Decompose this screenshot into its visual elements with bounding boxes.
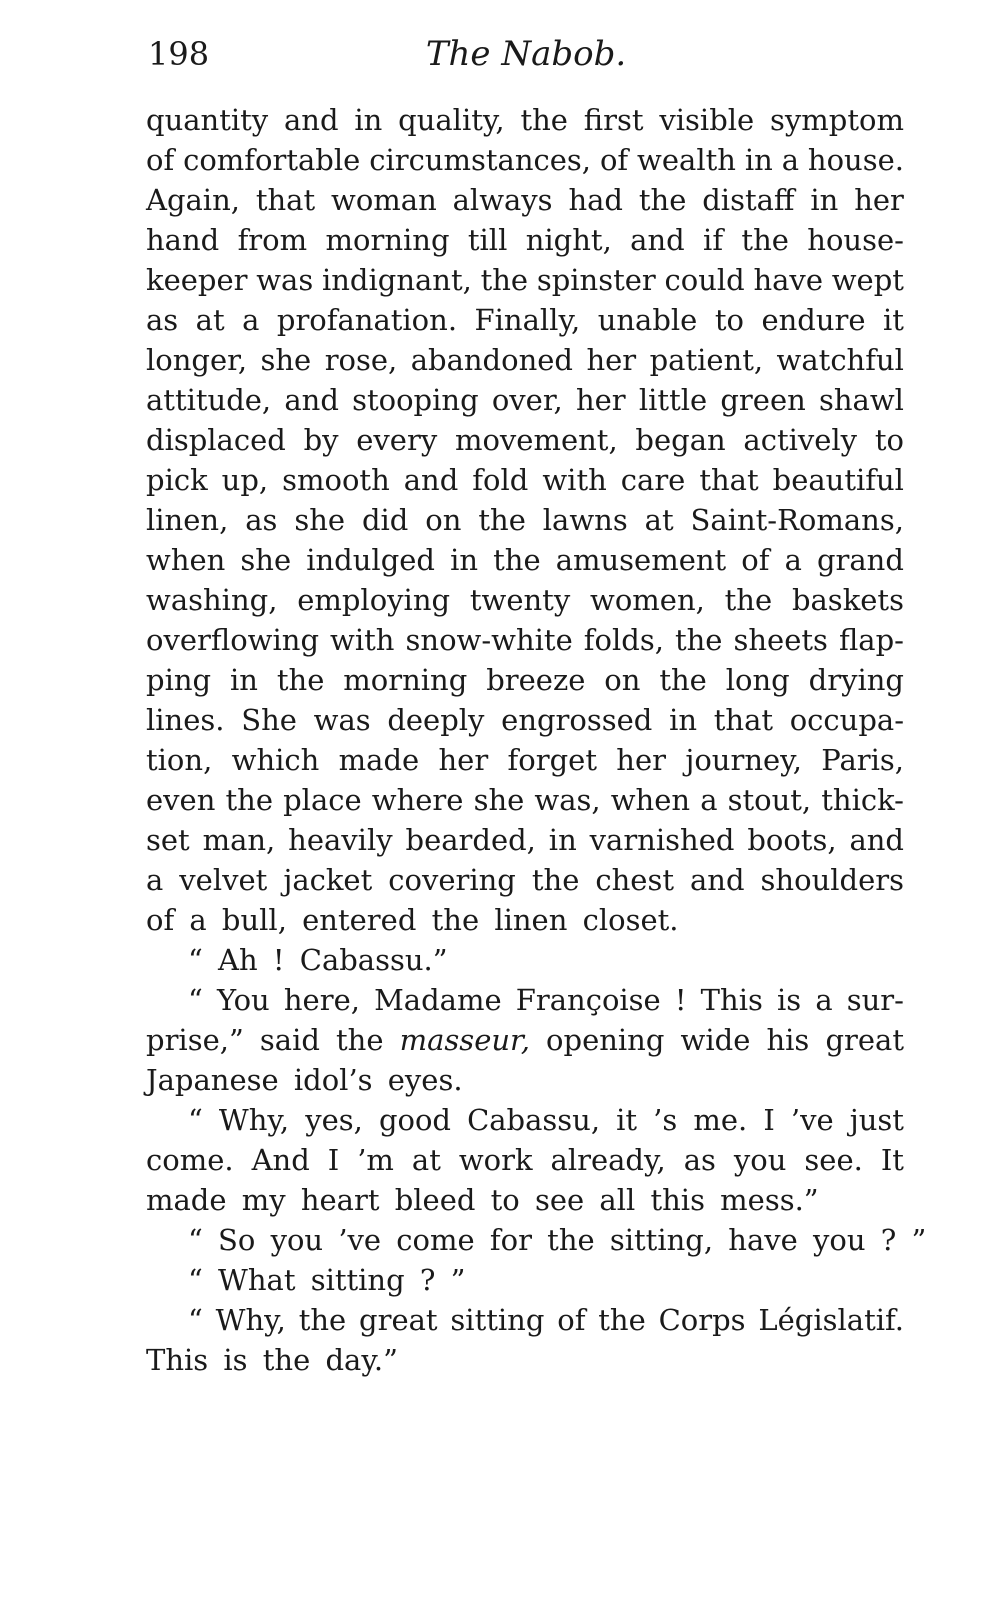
word: sitting bbox=[450, 1303, 545, 1337]
word: a bbox=[146, 863, 164, 897]
word: great bbox=[359, 1303, 438, 1337]
word: Cabassu, bbox=[467, 1103, 601, 1137]
word: ping bbox=[146, 663, 212, 697]
word: as bbox=[146, 303, 179, 337]
word: that bbox=[255, 183, 316, 217]
word: began bbox=[635, 423, 726, 457]
word: as bbox=[683, 1143, 716, 1177]
word: house. bbox=[807, 143, 904, 177]
word: when bbox=[146, 543, 226, 577]
word: thick- bbox=[821, 783, 904, 817]
word: place bbox=[283, 783, 362, 817]
word: Madame bbox=[374, 983, 502, 1017]
word: little bbox=[638, 383, 708, 417]
word: grand bbox=[816, 543, 904, 577]
word: journey, bbox=[685, 743, 802, 777]
word: actively bbox=[743, 423, 858, 457]
word: shoulders bbox=[760, 863, 904, 897]
word: fold bbox=[472, 463, 529, 497]
word: just bbox=[849, 1103, 904, 1137]
word: with bbox=[330, 623, 395, 657]
word: morning bbox=[343, 663, 468, 697]
word: flap- bbox=[838, 623, 904, 657]
text-line bbox=[146, 980, 904, 1020]
word: in bbox=[810, 183, 839, 217]
word: the bbox=[531, 863, 580, 897]
word: over, bbox=[491, 383, 563, 417]
word: lines. bbox=[146, 703, 225, 737]
word: come. bbox=[146, 1143, 234, 1177]
word: ’m bbox=[357, 1143, 394, 1177]
word: the bbox=[298, 1303, 347, 1337]
word: in bbox=[230, 663, 258, 697]
word: patient, bbox=[649, 343, 764, 377]
word: yes, bbox=[305, 1103, 363, 1137]
word: her bbox=[586, 343, 637, 377]
text-line bbox=[146, 140, 904, 180]
word: symptom bbox=[770, 103, 904, 137]
word: in bbox=[354, 103, 383, 137]
word: baskets bbox=[791, 583, 904, 617]
word: Françoise bbox=[515, 983, 661, 1017]
word: a bbox=[700, 783, 718, 817]
word: that bbox=[713, 703, 774, 737]
word: the bbox=[598, 1303, 646, 1337]
word: women, bbox=[590, 583, 705, 617]
word: velvet bbox=[179, 863, 268, 897]
text-line bbox=[146, 540, 904, 580]
word: and bbox=[403, 463, 459, 497]
word: a bbox=[815, 983, 833, 1017]
text-line bbox=[146, 1300, 904, 1340]
text-line bbox=[146, 1100, 904, 1140]
word: every bbox=[356, 423, 438, 457]
running-title: The Nabob. bbox=[425, 34, 627, 74]
word: the bbox=[741, 223, 789, 257]
word: Again, bbox=[146, 183, 240, 217]
word: and bbox=[284, 103, 339, 137]
word: said bbox=[259, 1023, 320, 1057]
word: it bbox=[883, 303, 904, 337]
word: she bbox=[240, 543, 292, 577]
word: here, bbox=[283, 983, 360, 1017]
word: chest bbox=[595, 863, 675, 897]
word: me. bbox=[693, 1103, 748, 1137]
word: it bbox=[616, 1103, 638, 1137]
word: visible bbox=[659, 103, 755, 137]
word: already, bbox=[550, 1143, 666, 1177]
word: beautiful bbox=[772, 463, 904, 497]
text-line bbox=[146, 300, 904, 340]
word: set bbox=[146, 823, 190, 857]
word: in bbox=[450, 543, 479, 577]
word: overflowing bbox=[146, 623, 320, 657]
word: that bbox=[699, 463, 759, 497]
word: have bbox=[753, 263, 823, 297]
word: the bbox=[493, 543, 541, 577]
word: by bbox=[303, 423, 339, 457]
word: jacket bbox=[283, 863, 373, 897]
word: the bbox=[638, 183, 687, 217]
word: to bbox=[714, 303, 744, 337]
word: prise,” bbox=[146, 1023, 244, 1057]
word: at bbox=[411, 1143, 441, 1177]
text-line bbox=[146, 460, 904, 500]
word: the bbox=[659, 663, 707, 697]
word: ! bbox=[674, 983, 687, 1017]
word: unable bbox=[597, 303, 698, 337]
word: house- bbox=[807, 223, 904, 257]
word: longer, bbox=[146, 343, 248, 377]
word: displaced bbox=[146, 423, 286, 457]
word: I bbox=[327, 1143, 340, 1177]
word: woman bbox=[331, 183, 437, 217]
word: the bbox=[520, 103, 568, 137]
word: wept bbox=[831, 263, 904, 297]
word: amusement bbox=[555, 543, 727, 577]
word: spinster bbox=[536, 263, 656, 297]
text-line bbox=[146, 780, 904, 820]
word: was bbox=[313, 703, 371, 737]
text-line bbox=[146, 860, 904, 900]
word: endure bbox=[761, 303, 866, 337]
word: boots, bbox=[747, 823, 837, 857]
text-line bbox=[146, 620, 904, 660]
text-line bbox=[146, 260, 904, 300]
word: indignant, bbox=[321, 263, 472, 297]
word: could bbox=[664, 263, 745, 297]
text-line: This is the day.” bbox=[146, 1343, 398, 1377]
word: the bbox=[225, 783, 273, 817]
word: comfortable bbox=[183, 143, 361, 177]
word: rose, bbox=[324, 343, 398, 377]
word: occupa- bbox=[789, 703, 904, 737]
text-line bbox=[146, 700, 904, 740]
word: on bbox=[425, 503, 462, 537]
word: from bbox=[237, 223, 308, 257]
word: Paris, bbox=[821, 743, 904, 777]
word: of bbox=[557, 1303, 586, 1337]
word: with bbox=[542, 463, 607, 497]
word: his bbox=[766, 1023, 810, 1057]
word: circumstances, bbox=[369, 143, 592, 177]
word: Why, bbox=[218, 1103, 290, 1137]
word: as bbox=[245, 503, 278, 537]
word: she bbox=[473, 783, 525, 817]
text-line bbox=[146, 180, 904, 220]
word: Saint-Romans, bbox=[690, 503, 904, 537]
text-line bbox=[146, 420, 904, 460]
word: abandoned bbox=[410, 343, 573, 377]
word: is bbox=[777, 983, 802, 1017]
word: linen, bbox=[146, 503, 229, 537]
word: at bbox=[195, 303, 225, 337]
word: Finally, bbox=[474, 303, 581, 337]
word: her bbox=[854, 183, 904, 217]
word: varnished bbox=[589, 823, 735, 857]
word: a bbox=[242, 303, 260, 337]
word: smooth bbox=[282, 463, 390, 497]
word: of bbox=[599, 143, 629, 177]
word: shawl bbox=[819, 383, 904, 417]
body-text bbox=[146, 100, 927, 1380]
word: on bbox=[604, 663, 641, 697]
word: see. bbox=[804, 1143, 863, 1177]
word: and bbox=[284, 383, 339, 417]
word: quality, bbox=[398, 103, 505, 137]
word: and bbox=[630, 223, 685, 257]
word: was bbox=[256, 263, 314, 297]
word: drying bbox=[808, 663, 904, 697]
word: deeply bbox=[387, 703, 485, 737]
word: wide bbox=[680, 1023, 751, 1057]
word: sur- bbox=[846, 983, 904, 1017]
word: the bbox=[478, 503, 526, 537]
text-line bbox=[146, 580, 904, 620]
word: in bbox=[744, 143, 773, 177]
text-line bbox=[146, 380, 904, 420]
word: And bbox=[251, 1143, 310, 1177]
word: folds, bbox=[583, 623, 664, 657]
word: This bbox=[700, 983, 763, 1017]
word: you bbox=[733, 1143, 787, 1177]
word: the bbox=[336, 1023, 384, 1057]
word: had bbox=[568, 183, 623, 217]
word: twenty bbox=[469, 583, 571, 617]
word: She bbox=[241, 703, 297, 737]
word: wealth bbox=[637, 143, 736, 177]
text-line: “ Ah ! Cabassu.” bbox=[188, 943, 448, 977]
text-line: of a bull, entered the linen closet. bbox=[146, 903, 679, 937]
text-line bbox=[146, 220, 904, 260]
word: the bbox=[480, 263, 529, 297]
text-line: “ What sitting ? ” bbox=[188, 1263, 466, 1297]
word: the bbox=[674, 623, 723, 657]
word: I bbox=[763, 1103, 775, 1137]
word: till bbox=[467, 223, 508, 257]
word: Corps bbox=[658, 1303, 746, 1337]
page-number: 198 bbox=[148, 35, 210, 73]
word: green bbox=[720, 383, 806, 417]
word: a bbox=[784, 543, 802, 577]
text-line: “ So you ’ve come for the sitting, have you ? ” bbox=[188, 1223, 927, 1257]
word: even bbox=[146, 783, 216, 817]
word: man, bbox=[202, 823, 276, 857]
word: heavily bbox=[288, 823, 393, 857]
word: a bbox=[781, 143, 799, 177]
word: ’s bbox=[653, 1103, 678, 1137]
word: to bbox=[874, 423, 904, 457]
word: did bbox=[361, 503, 409, 537]
word: forget bbox=[507, 743, 597, 777]
word: snow-white bbox=[405, 623, 573, 657]
word: the bbox=[724, 583, 773, 617]
word: pick bbox=[146, 463, 208, 497]
word: she bbox=[260, 343, 312, 377]
word: distaff bbox=[702, 183, 795, 217]
word: lawns bbox=[542, 503, 628, 537]
text-line bbox=[146, 340, 904, 380]
text-line bbox=[146, 100, 904, 140]
word: and bbox=[849, 823, 904, 857]
word: opening bbox=[546, 1023, 665, 1057]
word: hand bbox=[146, 223, 220, 257]
word: which bbox=[231, 743, 320, 777]
word: up, bbox=[221, 463, 269, 497]
running-head bbox=[148, 32, 904, 80]
word: was, bbox=[534, 783, 601, 817]
text-line bbox=[146, 1140, 904, 1180]
word: You bbox=[216, 983, 270, 1017]
word: good bbox=[378, 1103, 451, 1137]
word: night, bbox=[525, 223, 612, 257]
word: Why, bbox=[215, 1303, 286, 1337]
word: “ bbox=[188, 1103, 203, 1137]
word: in bbox=[548, 823, 577, 857]
word: quantity bbox=[146, 103, 269, 137]
word: Législatif. bbox=[758, 1303, 904, 1337]
word: tion, bbox=[146, 743, 213, 777]
text-line: Japanese idol’s eyes. bbox=[146, 1063, 463, 1097]
word: her bbox=[616, 743, 666, 777]
text-line bbox=[146, 1020, 904, 1060]
text-line bbox=[146, 660, 904, 700]
word: keeper bbox=[146, 263, 248, 297]
word: profanation. bbox=[276, 303, 458, 337]
word: she bbox=[294, 503, 346, 537]
word: engrossed bbox=[501, 703, 653, 737]
word: “ bbox=[188, 1303, 203, 1337]
text-line: made my heart bleed to see all this mess.” bbox=[146, 1183, 819, 1217]
word: washing, bbox=[146, 583, 278, 617]
word: first bbox=[583, 103, 644, 137]
word: at bbox=[644, 503, 674, 537]
word: bearded, bbox=[405, 823, 536, 857]
word: It bbox=[880, 1143, 904, 1177]
word: watchful bbox=[776, 343, 904, 377]
word: breeze bbox=[486, 663, 586, 697]
word: her bbox=[575, 383, 626, 417]
word: movement, bbox=[454, 423, 618, 457]
word: if bbox=[703, 223, 724, 257]
word: stout, bbox=[727, 783, 812, 817]
word: her bbox=[438, 743, 489, 777]
word: of bbox=[741, 543, 770, 577]
word: long bbox=[725, 663, 790, 697]
word: where bbox=[371, 783, 464, 817]
word: work bbox=[458, 1143, 533, 1177]
word: indulged bbox=[306, 543, 435, 577]
word: of bbox=[146, 143, 175, 177]
text-line bbox=[146, 740, 904, 780]
word: “ bbox=[188, 983, 203, 1017]
word: the bbox=[276, 663, 325, 697]
word: ’ve bbox=[790, 1103, 834, 1137]
word: masseur, bbox=[399, 1023, 530, 1057]
word: sheets bbox=[733, 623, 828, 657]
word: morning bbox=[325, 223, 450, 257]
word: care bbox=[620, 463, 686, 497]
word: made bbox=[338, 743, 420, 777]
word: great bbox=[825, 1023, 904, 1057]
word: and bbox=[690, 863, 745, 897]
text-line bbox=[146, 500, 904, 540]
word: stooping bbox=[352, 383, 479, 417]
word: in bbox=[669, 703, 698, 737]
text-line bbox=[146, 820, 904, 860]
word: always bbox=[452, 183, 553, 217]
word: when bbox=[610, 783, 691, 817]
word: attitude, bbox=[146, 383, 272, 417]
word: employing bbox=[297, 583, 451, 617]
word: covering bbox=[388, 863, 516, 897]
